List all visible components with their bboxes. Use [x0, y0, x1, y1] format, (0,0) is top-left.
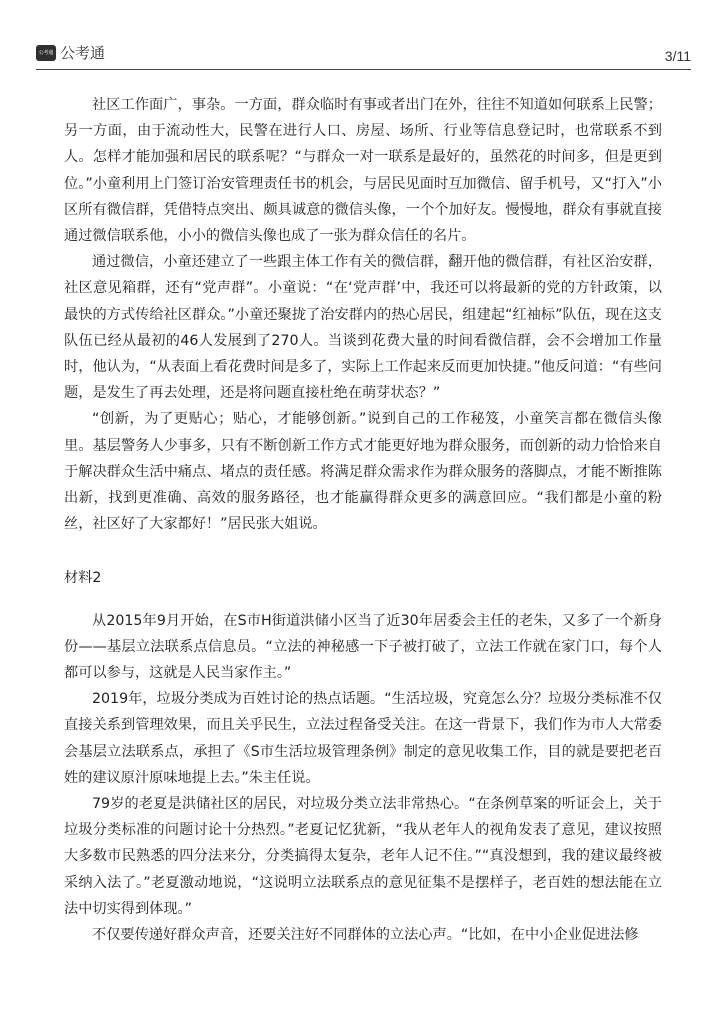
body-paragraph: 社区工作面广，事杂。一方面，群众临时有事或者出门在外，往往不知道如何联系上民警；另一方面，由于流动性大，民警在进行人口、房屋、场所、行业等信息登记时，也常联系不到人。怎样才能加强和居民的联系呢？“与群众一对一联系是最好的，虽然花的时间多，但是更到位。”小童利用上门签订治安管理责任书的机会，与居民见面时互加微信、留手机号，又“打入”小区所有微信群，凭借特点突出、颇具诚意的微信头像，一个个加好友。慢慢地，群众有事就直接通过微信联系他，小小的微信头像也成了一张为群众信任的名片。 [64, 97, 662, 245]
body-paragraph: “创新，为了更贴心；贴心，才能够创新。”说到自己的工作秘笈，小童笑言都在微信头像里。基层警务人少事多，只有不断创新工作方式才能更好地为群众服务，而创新的动力恰恰来自于解决群众生活中痛点、堵点的责任感。将满足群众需求作为群众服务的落脚点，才能不断推陈出新，找到更准确、高效的服务路径，也才能赢得群众更多的满意回应。“我们都是小童的粉丝，社区好了大家都好！”居民张大姐说。 [64, 411, 662, 533]
document-body [64, 92, 662, 948]
section-spacer [64, 537, 662, 565]
brand [36, 44, 105, 62]
body-paragraph: 通过微信，小童还建立了一些跟主体工作有关的微信群，翻开他的微信群，有社区治安群，社区意见箱群，还有“党声群”。小童说：“在‘党声群’中，我还可以将最新的党的方针政策，以最快的方式传给社区群众。”小童还聚拢了治安群内的热心居民，组建起“红袖标”队伍，现在这支队伍已经从最初的46人发展到了270人。当谈到花费大量的时间看微信群，会不会增加工作量时，他认为，“从表面上看花费时间是多了，实际上工作起来反而更加快捷。”他反问道：“有些问题，是发生了再去处理，还是将问题直接杜绝在萌芽状态？” [64, 254, 662, 402]
body-paragraph: 从2015年9月开始，在S市H街道洪储小区当了近30年居委会主任的老朱，又多了一个新身份——基层立法联系点信息员。“立法的神秘感一下子被打破了，立法工作就在家门口，每个人都可以参与，这就是人民当家作主。” [64, 612, 662, 682]
body-paragraph: 2019年，垃圾分类成为百姓讨论的热点话题。“生活垃圾，究竟怎么分？垃圾分类标准不仅直接关系到管理效果，而且关乎民生，立法过程备受关注。在这一背景下，我们作为市人大常委会基层立法联系点，承担了《S市生活垃圾管理条例》制定的意见收集工作，目的就是要把老百姓的建议原汁原味地提上去。”朱主任说。 [64, 691, 662, 786]
page-indicator: 3/11 [664, 48, 691, 64]
body-paragraph: 不仅要传递好群众声音，还要关注好不同群体的立法心声。“比如，在中小企业促进法修 [92, 927, 639, 944]
section-spacer [64, 592, 662, 608]
body-paragraph: 79岁的老夏是洪储社区的居民，对垃圾分类立法非常热心。“在条例草案的听证会上，关于垃圾分类标准的问题讨论十分热烈。”老夏记忆犹新，“我从老年人的视角发表了意见，建议按照大多数市民熟悉的四分法来分，分类搞得太复杂，老年人记不住。”“真没想到，我的建议最终被采纳入法了。”老夏激动地说，“这说明立法联系点的意见征集不是摆样子，老百姓的想法能在立法中切实得到体现。” [64, 796, 662, 917]
section-heading: 材料2 [64, 570, 102, 587]
page-header [36, 44, 691, 70]
brand-logo-icon: 公考通 [36, 45, 56, 61]
header-divider [36, 69, 691, 70]
brand-name: 公考通 [60, 44, 106, 62]
